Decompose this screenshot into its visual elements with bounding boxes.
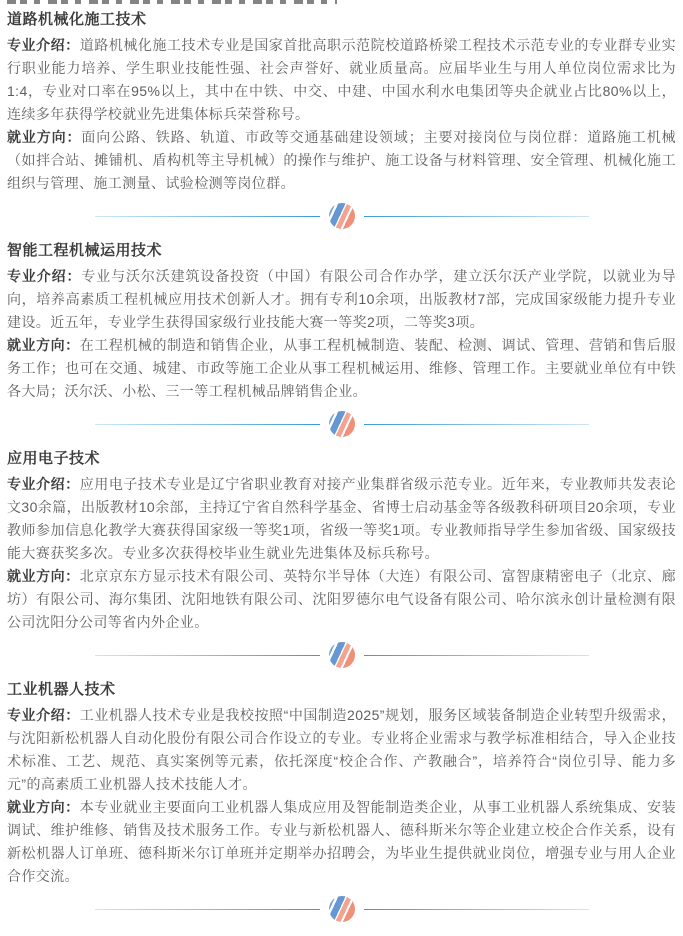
jobs-label: 就业方向： [7,129,82,145]
section-divider [7,203,676,229]
program-section-applied-electronics [7,447,676,668]
jobs-text: 面向公路、铁路、轨道、市政等交通基础建设领域；主要对接岗位与岗位群：道路施工机械（如拌合站、摊铺机、盾构机等主导机械）的操作与维护、施工设备与材料管理、安全管理、机械化施工组织与管理、施工测量、试验检测等岗位群。 [7,129,677,191]
divider-line-right [364,909,589,910]
intro-label: 专业介绍： [7,37,80,53]
divider-line-left [95,424,320,425]
program-title: 智能工程机械运用技术 [7,242,163,259]
jobs-label: 就业方向： [7,799,80,815]
divider-line-right [364,424,589,425]
ball-logo-icon [329,411,355,437]
program-title: 道路机械化施工技术 [7,11,147,28]
section-divider [7,896,676,922]
section-divider [7,642,676,668]
jobs-text: 在工程机械的制造和销售企业，从事工程机械制造、装配、检测、调试、管理、营销和售后服务工作；也可在交通、城建、市政等施工企业从事工程机械运用、维修、管理工作。主要就业单位有中铁各大局；沃尔沃、小松、三一等工程机械品牌销售企业。 [7,337,676,399]
program-intro [7,34,676,126]
program-title: 应用电子技术 [7,450,101,467]
divider-line-left [95,909,320,910]
program-intro [7,704,676,796]
program-section-intelligent-machinery [7,239,676,437]
program-section-industrial-robot [7,678,676,922]
intro-label: 专业介绍： [7,476,80,492]
intro-text: 道路机械化施工技术专业是国家首批高职示范院校道路桥梁工程技术示范专业的专业群专业实行职业能力培养、学生职业技能性强、社会声誉好、就业质量高。应届毕业生与用人单位岗位需求比为1:4，专业对口率在95%以上，其中在中铁、中交、中建、中国水利水电集团等央企就业占比80%以上，连续多年获得学校就业先进集体标兵荣誉称号。 [7,37,676,122]
divider-line-left [95,655,320,656]
intro-text: 应用电子技术专业是辽宁省职业教育对接产业集群省级示范专业。近年来，专业教师共发表论文30余篇，出版教材10余部，主持辽宁省自然科学基金、省博士启动基金等各级教科研项目20余项，专业教师参加信息化教学大赛获得国家级一等奖1项，省级一等奖1项。专业教师指导学生参加省级、国家级技能大赛获奖多次。专业多次获得校毕业生就业先进集体及标兵称号。 [7,476,676,561]
program-jobs [7,334,676,403]
section-divider [7,411,676,437]
cropped-text-remnant [7,0,337,4]
jobs-label: 就业方向： [7,568,80,584]
jobs-text: 本专业就业主要面向工业机器人集成应用及智能制造类企业，从事工业机器人系统集成、安装调试、维护维修、销售及技术服务工作。专业与新松机器人、德科斯米尔等企业建立校企合作关系，设有新松机器人订单班、德科斯米尔订单班并定期举办招聘会，为毕业生提供就业岗位，增强专业与用人企业合作交流。 [7,799,676,884]
jobs-text: 北京京东方显示技术有限公司、英特尔半导体（大连）有限公司、富智康精密电子（北京、廊坊）有限公司、海尔集团、沈阳地铁有限公司、沈阳罗德尔电气设备有限公司、哈尔滨永创计量检测有限公司沈阳分公司等省内外企业。 [7,568,676,630]
intro-text: 工业机器人技术专业是我校按照“中国制造2025”规划，服务区域装备制造企业转型升级需求，与沈阳新松机器人自动化股份有限公司合作设立的专业。专业将企业需求与教学标准相结合，导入企业技术标准、工艺、规范、真实案例等元素，依托深度“校企合作、产教融合”，培养符合“岗位引导、能力多元”的高素质工业机器人技术技能人才。 [7,707,676,792]
program-section-road-machinery [7,8,676,229]
divider-line-right [364,216,589,217]
program-intro [7,473,676,565]
program-jobs [7,796,676,888]
intro-label: 专业介绍： [7,707,80,723]
divider-line-right [364,655,589,656]
ball-logo-icon [329,203,355,229]
ball-logo-icon [329,642,355,668]
program-intro [7,265,676,334]
ball-logo-icon [329,896,355,922]
program-jobs [7,126,676,195]
program-jobs [7,565,676,634]
program-title: 工业机器人技术 [7,681,116,698]
intro-text: 专业与沃尔沃建筑设备投资（中国）有限公司合作办学，建立沃尔沃产业学院，以就业为导向，培养高素质工程机械应用技术创新人才。拥有专利10余项，出版教材7部，完成国家级能力提升专业建设。近五年，专业学生获得国家级行业技能大赛一等奖2项，二等奖3项。 [7,268,677,330]
intro-label: 专业介绍： [7,268,82,284]
divider-line-left [95,216,320,217]
jobs-label: 就业方向： [7,337,80,353]
